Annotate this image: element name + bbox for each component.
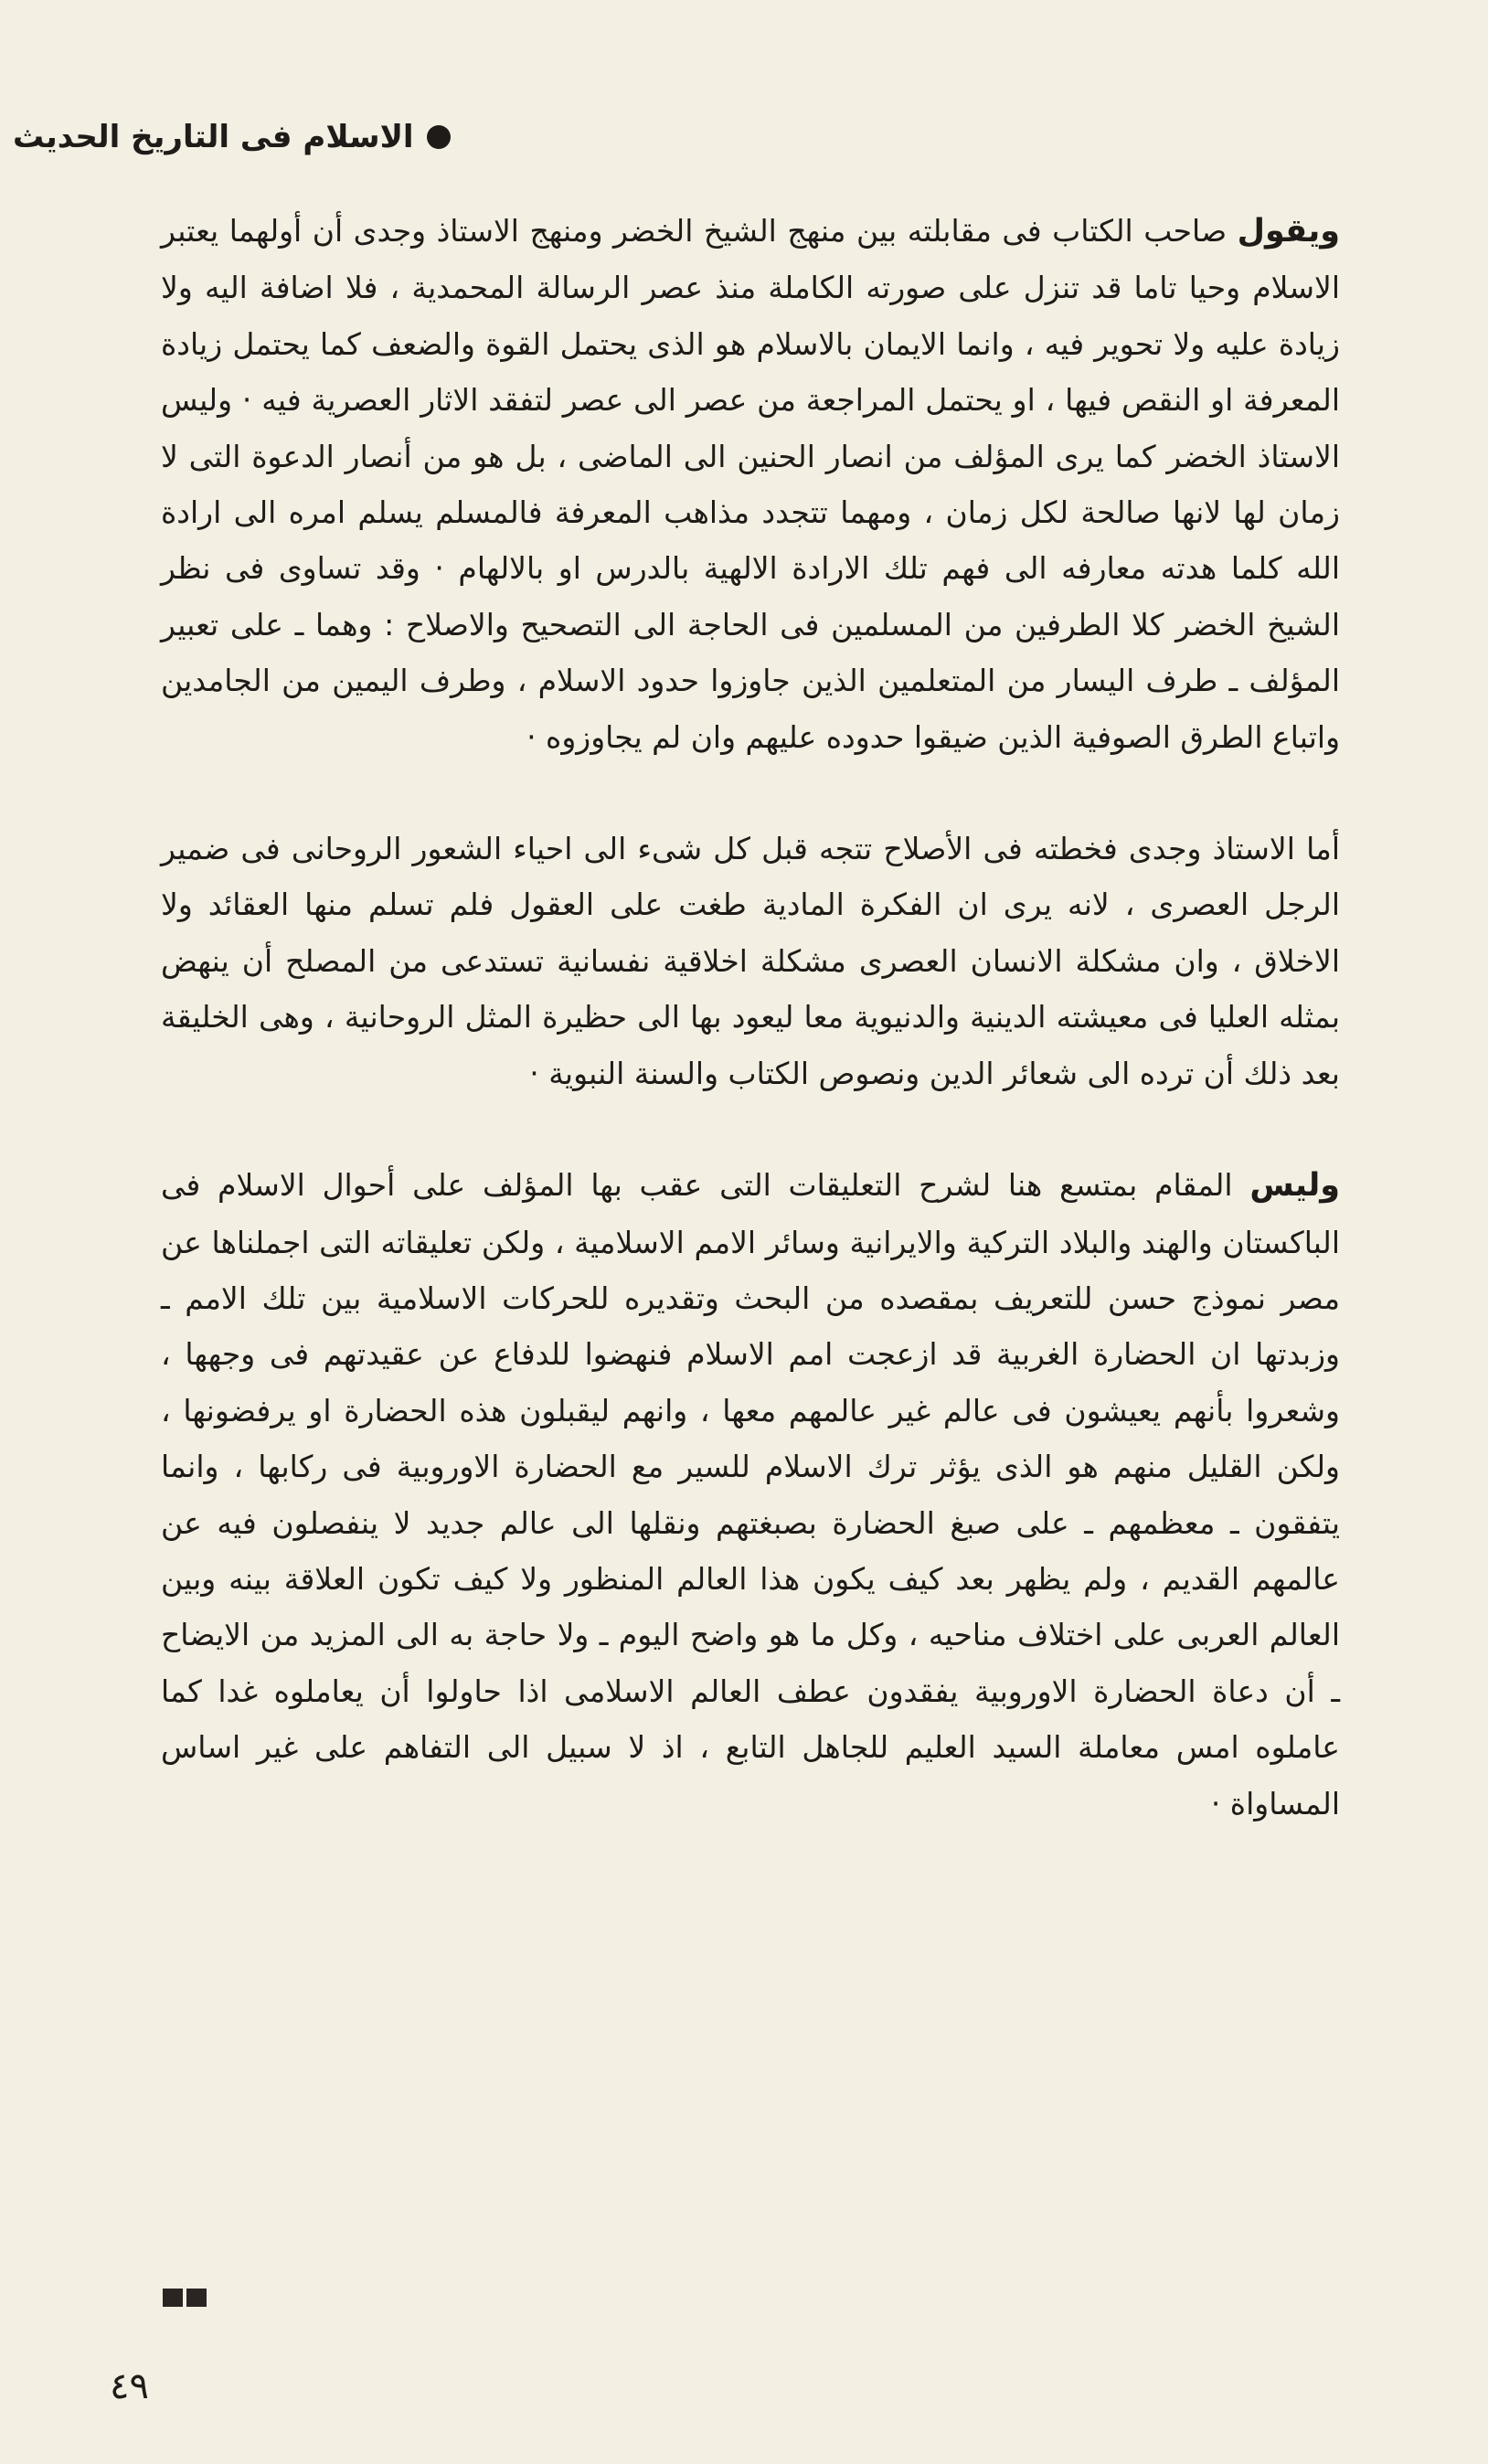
bullet-icon <box>427 125 451 149</box>
paragraph-3 <box>161 1157 1340 1832</box>
paragraph-2 <box>161 821 1340 1101</box>
section-end-mark <box>163 2289 207 2307</box>
paragraph-1 <box>161 203 1340 765</box>
page-number: ٤٩ <box>110 2365 149 2407</box>
running-header-title: الاسلام فى التاريخ الحديث <box>13 119 414 155</box>
paragraph-text: أما الاستاذ وجدى فخطته فى الأصلاح تتجه قبل كل شىء الى احياء الشعور الروحانى فى ضمير الرجل العصرى ، لانه يرى ان الفكرة المادية طغت على العقول فلم تسلم منها العقائد ولا الاخلاق ، وان مشكلة الانسان العصرى مشكلة اخلاقية نفسانية تستدعى من المصلح أن ينهض بمثله العليا فى معيشته الدينية والدنيوية معا ليعود بها الى حظيرة المثل الروحانية ، وهى الخليقة بعد ذلك أن ترده الى شعائر الدين ونصوص الكتاب والسنة النبوية · <box>161 831 1340 1091</box>
paragraph-text: المقام بمتسع هنا لشرح التعليقات التى عقب بها المؤلف على أحوال الاسلام فى الباكستان والهند والبلاد التركية والايرانية وسائر الامم الاسلامية ، ولكن تعليقاته التى اجملناها عن مصر نموذج حسن للتعريف بمقصده من البحث وتقديره للحركات الاسلامية بين تلك الامم ـ وزبدتها ان الحضارة الغربية قد ازعجت امم الاسلام فنهضوا للدفاع عن عقيدتهم فى وجهها ، وشعروا بأنهم يعيشون فى عالم غير عالمهم معها ، وانهم ليقبلون هذه الحضارة او يرفضونها ، ولكن القليل منهم هو الذى يؤثر ترك الاسلام للسير مع الحضارة الاوروبية فى ركابها ، وانما يتفقون ـ معظمهم ـ على صبغ الحضارة بصبغتهم ونقلها الى عالم جديد لا ينفصلون فيه عن عالمهم القديم ، ولم يظهر بعد كيف يكون هذا العالم المنظور ولا كيف تكون العلاقة بينه وبين العالم العربى على اختلاف مناحيه ، وكل ما هو واضح اليوم ـ ولا حاجة به الى المزيد من الايضاح ـ أن دعاة الحضارة الاوروبية يفقدون عطف العالم الاسلامى اذا حاولوا أن يعاملوه غدا كما عاملوه امس معاملة السيد العليم للجاهل التابع ، اذ لا سبيل الى التفاهم على غير اساس المساواة · <box>161 1167 1340 1821</box>
end-mark-block <box>163 2289 183 2307</box>
running-header <box>13 117 451 157</box>
paragraph-text: صاحب الكتاب فى مقابلته بين منهج الشيخ الخضر ومنهج الاستاذ وجدى أن أولهما يعتبر الاسلام وحيا تاما قد تنزل على صورته الكاملة منذ عصر الرسالة المحمدية ، فلا اضافة اليه ولا زيادة عليه ولا تحوير فيه ، وانما الايمان بالاسلام هو الذى يحتمل القوة والضعف كما يحتمل زيادة المعرفة او النقص فيها ، او يحتمل المراجعة من عصر الى عصر لتفقد الاثار العصرية فيه · وليس الاستاذ الخضر كما يرى المؤلف من انصار الحنين الى الماضى ، بل هو من أنصار الدعوة التى لا زمان لها لانها صالحة لكل زمان ، ومهما تتجدد مذاهب المعرفة فالمسلم يسلم امره الى ارادة الله كلما هدته معارفه الى فهم تلك الارادة الالهية بالدرس او بالالهام · وقد تساوى فى نظر الشيخ الخضر كلا الطرفين من المسلمين فى الحاجة الى التصحيح والاصلاح : وهما ـ على تعبير المؤلف ـ طرف اليسار من المتعلمين الذين جاوزوا حدود الاسلام ، وطرف اليمين من الجامدين واتباع الطرق الصوفية الذين ضيقوا حدوده عليهم وان لم يجاوزوه · <box>161 213 1340 755</box>
body-text <box>161 203 1340 1832</box>
paragraph-lead-word: وليس <box>1249 1167 1340 1205</box>
paragraph-lead-word: ويقول <box>1237 213 1340 250</box>
end-mark-block <box>186 2289 207 2307</box>
